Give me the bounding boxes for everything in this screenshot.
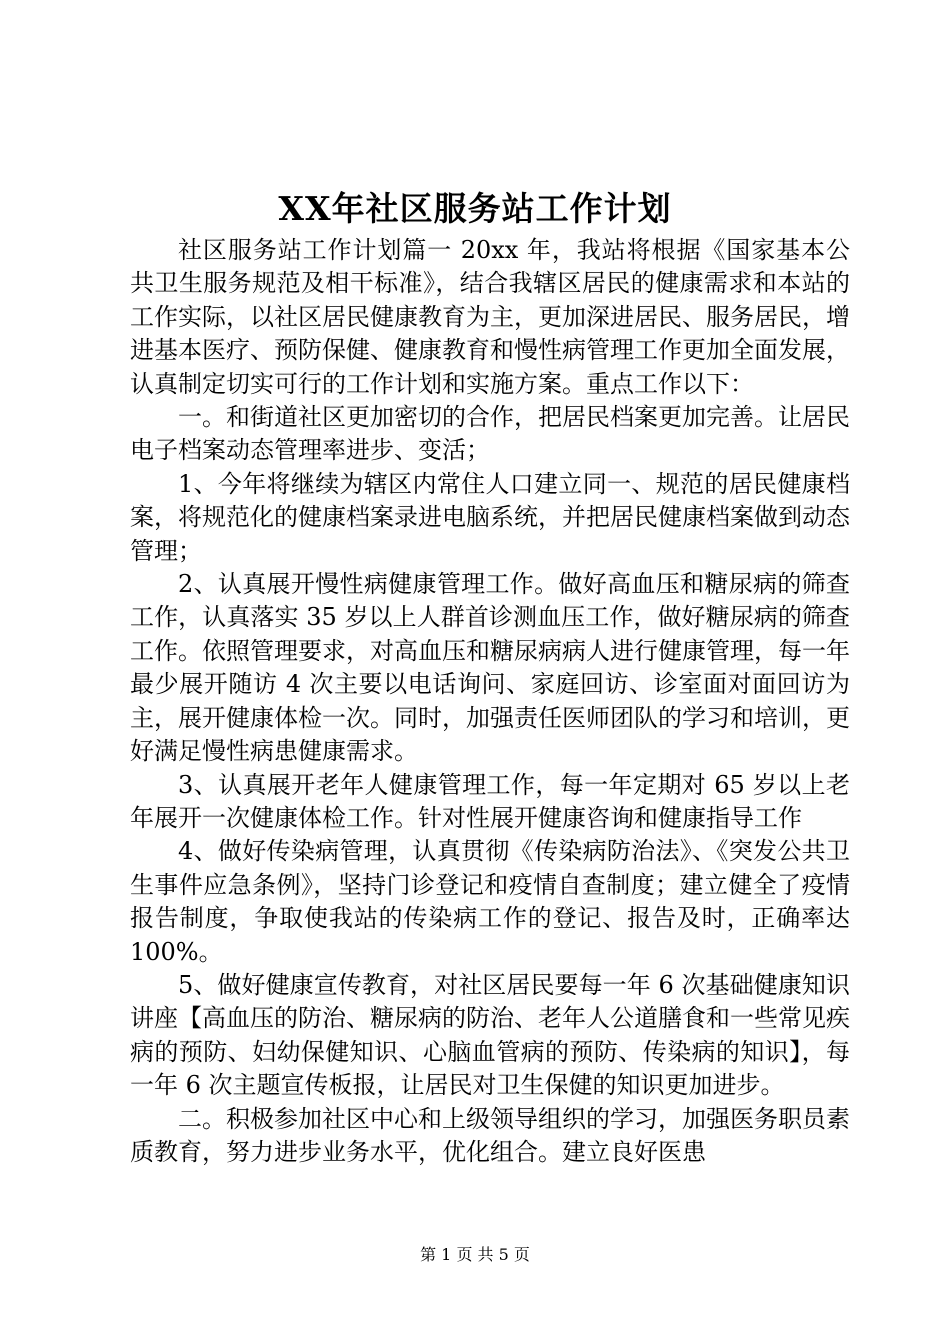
paragraph-section-2: 二。积极参加社区中心和上级领导组织的学习，加强医务职员素质教育，努力进步业务水平，优化组合。建立良好医患	[130, 1104, 850, 1166]
paragraph-item-3: 3、认真展开老年人健康管理工作，每一年定期对 65 岁以上老年展开一次健康体检工作。针对性展开健康咨询和健康指导工作	[130, 770, 850, 832]
document-title: XX年社区服务站工作计划	[278, 189, 672, 228]
page-number-footer: 第 1 页 共 5 页	[420, 1245, 530, 1264]
paragraph-section-1: 一。和街道社区更加密切的合作，把居民档案更加完善。让居民电子档案动态管理率进步、变活；	[130, 403, 850, 465]
paragraph-item-4: 4、做好传染病管理，认真贯彻《传染病防治法》、《突发公共卫生事件应急条例》，坚持门诊登记和疫情自查制度；建立健全了疫情报告制度，争取使我站的传染病工作的登记、报告及时，正确率达 100%。	[130, 837, 850, 966]
paragraph-item-1: 1、今年将继续为辖区内常住人口建立同一、规范的居民健康档案，将规范化的健康档案录进电脑系统，并把居民健康档案做到动态管理；	[130, 469, 850, 565]
paragraph-intro: 社区服务站工作计划篇一 20xx 年，我站将根据《国家基本公共卫生服务规范及相干标准》，结合我辖区居民的健康需求和本站的工作实际，以社区居民健康教育为主，更加深进居民、服务居民，增进基本医疗、预防保健、健康教育和慢性病管理工作更加全面发展，认真制定切实可行的工作计划和实施方案。重点工作以下：	[130, 236, 850, 398]
document-body	[130, 234, 850, 1169]
paragraph-item-2: 2、认真展开慢性病健康管理工作。做好高血压和糖尿病的筛查工作，认真落实 35 岁以上人群首诊测血压工作，做好糖尿病的筛查工作。依照管理要求，对高血压和糖尿病病人进行健康管理，每一年最少展开随访 4 次主要以电话询问、家庭回访、诊室面对面回访为主，展开健康体检一次。同时，加强责任医师团队的学习和培训，更好满足慢性病患健康需求。	[130, 570, 850, 766]
paragraph-item-5: 5、做好健康宣传教育，对社区居民要每一年 6 次基础健康知识讲座【高血压的防治、糖尿病的防治、老年人公道膳食和一些常见疾病的预防、妇幼保健知识、心脑血管病的预防、传染病的知识】，每一年 6 次主题宣传板报，让居民对卫生保健的知识更加进步。	[130, 970, 850, 1100]
